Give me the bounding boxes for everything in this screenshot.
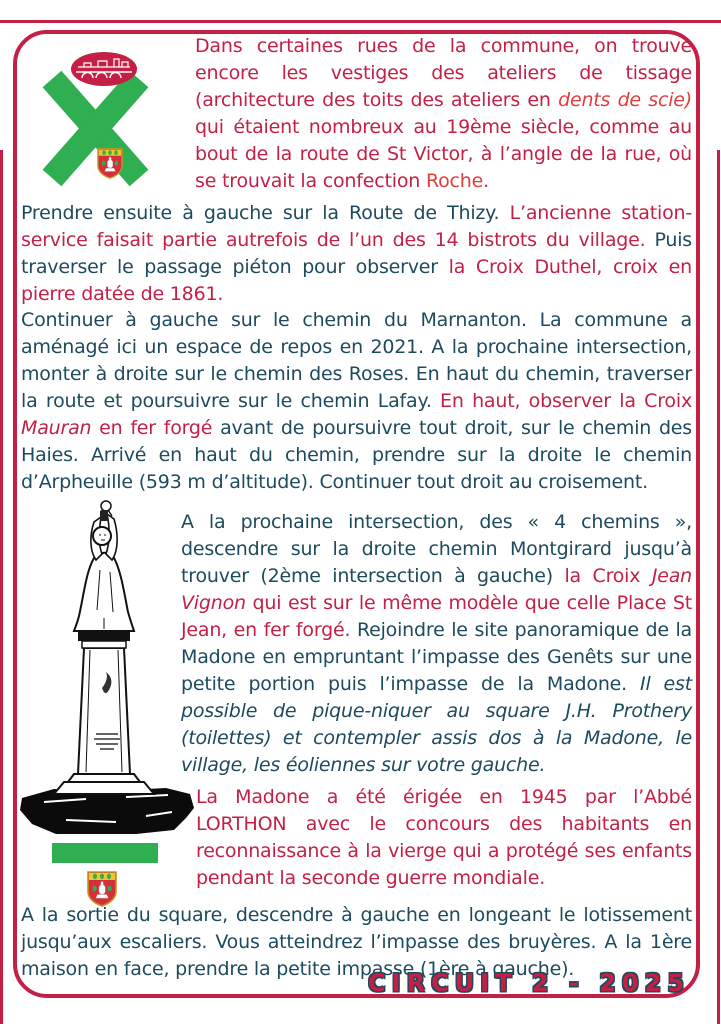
text-segment: Mauran [21,417,92,439]
green-divider-bar [52,843,158,863]
text-segment: Il est possible de pique-niquer au square J.H. Prothery (toilettes) et contempler assis dos à la Madone, le village, les éoliennes sur votre gauche. [181,673,692,776]
outer-frame-top-line [0,20,721,23]
text-segment: Prendre ensuite à gauche sur la Route de Thizy. [21,202,510,224]
paragraph-madone-history [196,784,692,892]
coat-of-arms-icon [98,149,122,178]
text-segment: A la sortie du square, descendre à gauche en longeant le lotissement jusqu’aux escaliers. Vous atteindrez l’impasse des bruyères. A la 1ère maison en face, prendre la petite impasse (1ère à gauche). [21,904,692,980]
text-segment: dents de scie) [558,89,692,111]
text-segment: En haut, observer la Croix [440,390,692,412]
text-segment: Dans certaines rues de la commune, on trouve encore les vestiges des ateliers de tissage (architecture des toits des ateliers en [195,35,692,111]
text-segment: la Croix [564,565,652,587]
text-segment: Rejoindre le site panoramique de la Madone en empruntant l’impasse des Genêts sur une petite portion puis l’impasse de la Madone. [181,619,692,695]
text-segment: Continuer à gauche sur le chemin du Marnanton. La commune a aménagé ici un espace de repos en 2021. A la prochaine intersection, monter à droite sur le chemin des Roses. En haut du chemin, traverser la route et poursuivre sur le chemin Lafay. [21,309,692,412]
madone-statue-illustration [16,498,196,840]
text-segment: qui étaient nombreux au 19ème siècle, comme au bout de la route de St Victor, à l’angle de la rue, où se trouvait la confection [195,116,692,192]
green-saltire-icon [52,79,139,178]
outer-frame-left-line [0,150,3,1024]
commune-logo [38,48,166,188]
text-segment: avant de poursuivre tout droit, sur le chemin des Haies. Arrivé en haut du chemin, prendre sur la droite le chemin d’Arpheuille (593 m d’altitude). Continuer tout droit au croisement. [21,417,692,493]
text-segment: la Croix Duthel, croix en pierre datée de 1861. [21,256,693,305]
text-segment: en fer forgé [91,417,221,439]
paragraph-ateliers-tissage [195,33,692,195]
paragraph-route-thizy [21,200,692,308]
text-segment: L’ancienne station-service faisait partie autrefois de l’un des 14 bistrots du village. [21,202,693,251]
outer-frame-right-line [717,150,720,1024]
text-segment: Puis traverser le passage piéton pour observer [21,229,692,278]
paragraph-quatre-chemins [181,509,692,779]
text-segment: qui est sur le même modèle que celle Place St Jean, en fer forgé. [181,592,692,641]
text-segment: La Madone a été érigée en 1945 par l’Abbé LORTHON avec le concours des habitants en reconnaissance à la vierge qui a protégé ses enfants pendant la seconde guerre mondiale. [196,786,692,889]
text-segment: A la prochaine intersection, des « 4 chemins », descendre sur la droite chemin Montgirard jusqu’à trouver (2ème intersection à gauche) [181,511,692,587]
bridge-oval-icon [71,52,137,86]
paragraph-chemin-marnanton [21,307,692,496]
circuit-badge: CIRCUIT 2 - 2025 [368,969,690,997]
text-segment: Jean Vignon [181,565,693,614]
text-segment: . [483,170,489,192]
text-segment: Roche [425,170,484,192]
